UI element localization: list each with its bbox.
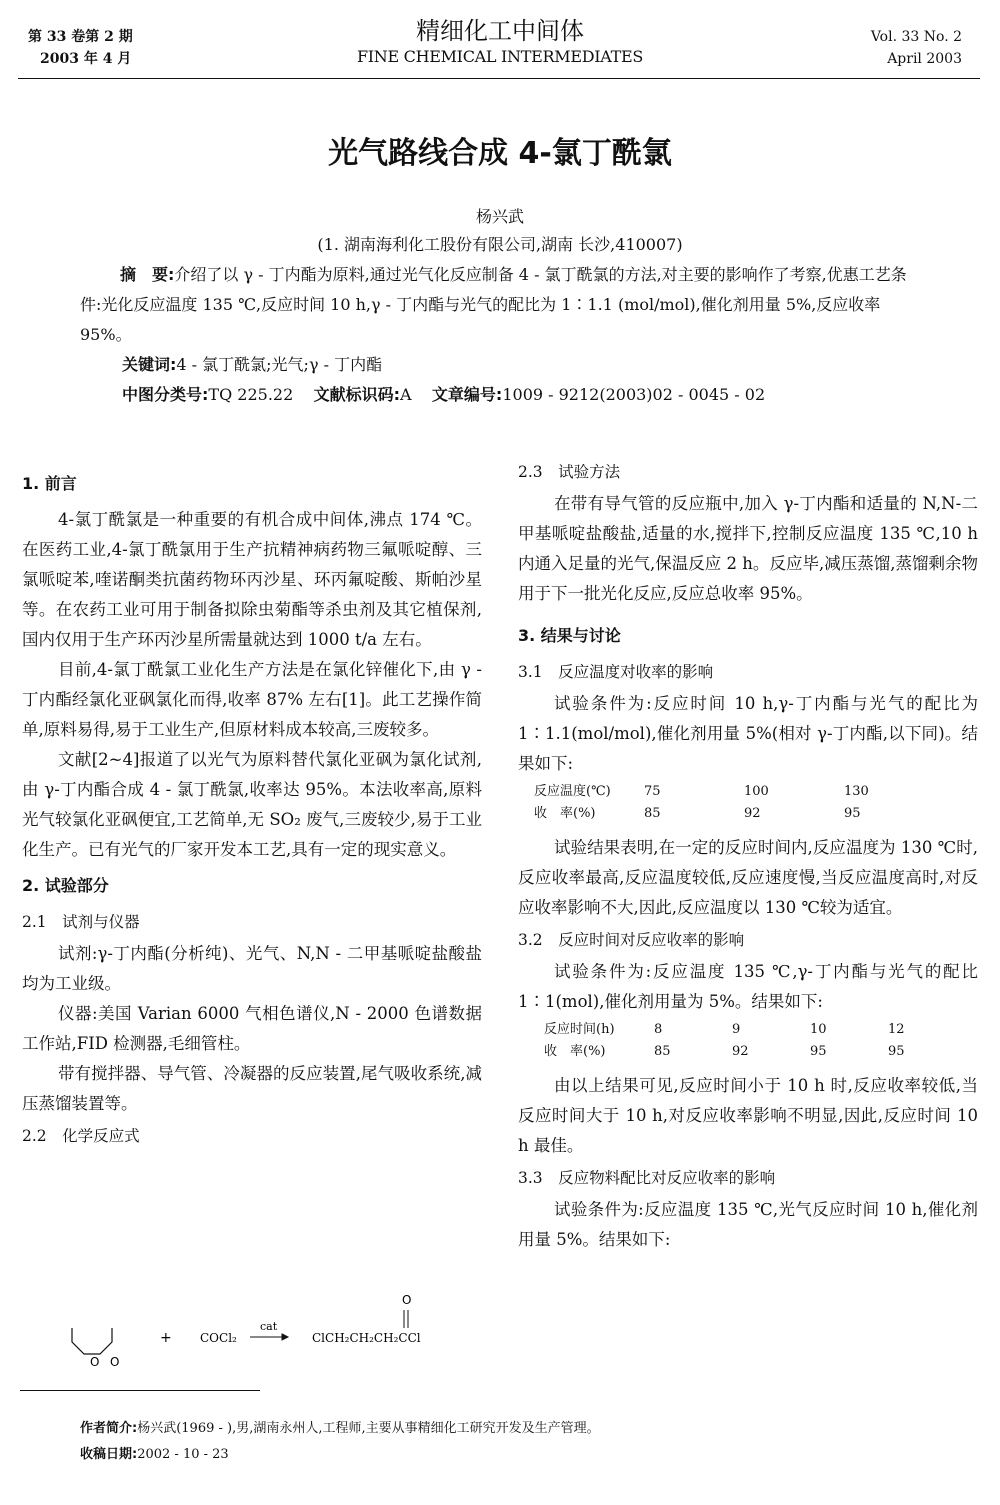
section-3-3-title: 3.3 反应物料配比对反应收率的影响 <box>518 1169 776 1187</box>
abstract-text: 介绍了以 γ - 丁内酯为原料,通过光气化反应制备 4 - 氯丁酰氯的方法,对主要的影响作了考察,优惠工艺条件:光化反应温度 135 ℃,反应时间 10 h,γ - 丁内酯与光气的配比为 1∶1.1 (mol/mol),催化剂用量 5%,反应收率 95%。 <box>80 265 907 344</box>
table-cell: 95 <box>844 806 861 821</box>
table-cell: 9 <box>732 1022 741 1037</box>
plus-sign: + <box>160 1330 172 1346</box>
table-cell: 75 <box>644 784 661 799</box>
product-carbonyl-bond <box>404 1310 408 1328</box>
intro-paragraph-3: 文献[2~4]报道了以光气为原料替代氯化亚砜为氯化试剂,由 γ-丁内酯合成 4 - 氯丁酰氯,收率达 95%。本法收率高,原料光气较氯化亚砜便宜,工艺简单,无 SO₂ 废气,三废较少,易于工业化生产。已有光气的厂家开发本工艺,具有一定的现实意义。 <box>22 750 482 859</box>
table-row <box>534 803 944 825</box>
temperature-conditions: 试验条件为:反应时间 10 h,γ-丁内酯与光气的配比为 1∶1.1(mol/mol),催化剂用量 5%(相对 γ-丁内酯,以下同)。结果如下: <box>518 694 978 773</box>
section-2-3-title: 2.3 试验方法 <box>518 463 621 481</box>
author-bio <box>80 1416 600 1442</box>
section-3-title: 3. 结果与讨论 <box>518 626 621 645</box>
footnote <box>80 1416 600 1468</box>
product-formula: ClCH₂CH₂CH₂CCl <box>312 1331 421 1345</box>
reaction-scheme <box>60 1290 460 1370</box>
article-title: 光气路线合成 4-氯丁酰氯 <box>328 136 672 171</box>
table-row <box>534 781 944 803</box>
table-row <box>544 1041 948 1063</box>
right-column <box>518 455 978 1255</box>
table-cell: 85 <box>644 806 661 821</box>
section-2-2-title: 2.2 化学反应式 <box>22 1127 140 1145</box>
keywords <box>80 350 920 380</box>
author-bio-text: 杨兴武(1969 - ),男,湖南永州人,工程师,主要从事精细化工研究开发及生产管理。 <box>137 1421 600 1436</box>
article-number-value: 1009 - 9212(2003)02 - 0045 - 02 <box>502 385 766 404</box>
section-2-1-title: 2.1 试剂与仪器 <box>22 913 140 931</box>
table-cell: 8 <box>654 1022 663 1037</box>
journal-name-en: FINE CHEMICAL INTERMEDIATES <box>356 47 644 66</box>
received-date <box>80 1442 600 1468</box>
table-cell: 100 <box>744 784 769 799</box>
time-conditions: 试验条件为:反应温度 135 ℃,γ-丁内酯与光气的配比 1∶1(mol),催化剂用量为 5%。结果如下: <box>518 962 978 1011</box>
intro-paragraph-1: 4-氯丁酰氯是一种重要的有机合成中间体,沸点 174 ℃。在医药工业,4-氯丁酰氯用于生产抗精神病药物三氟哌啶醇、三氯哌啶苯,喹诺酮类抗菌药物环丙沙星、环丙氟啶酸、斯帕沙星等。在农药工业可用于制备拟除虫菊酯等杀虫剂及其它植保剂,国内仅用于生产环丙沙星所需量就达到 1000 t/a 左右。 <box>22 510 482 649</box>
table-cell: 130 <box>844 784 869 799</box>
abstract-block <box>80 260 920 410</box>
table-cell: 92 <box>744 806 761 821</box>
clc-value: TQ 225.22 <box>208 385 294 404</box>
product-top-oxygen: O <box>402 1293 412 1307</box>
yield-label: 收 率(%) <box>534 806 596 821</box>
phosgene-formula: COCl₂ <box>200 1331 237 1345</box>
issue-info-en <box>871 26 962 70</box>
journal-name <box>320 16 680 68</box>
clc-label: 中图分类号: <box>122 385 209 404</box>
left-column <box>22 455 482 1153</box>
time-discussion: 由以上结果可见,反应时间小于 10 h 时,反应收率较低,当反应时间大于 10 h,对反应收率影响不明显,因此,反应时间 10 h 最佳。 <box>518 1076 978 1155</box>
temperature-yield-table <box>534 781 944 825</box>
issue-volume-en: Vol. 33 No. 2 <box>870 29 962 45</box>
section-3-1-title: 3.1 反应温度对收率的影响 <box>518 663 714 681</box>
section-3-2-title: 3.2 反应时间对反应收率的影响 <box>518 931 745 949</box>
apparatus-paragraph: 带有搅拌器、导气管、冷凝器的反应装置,尾气吸收系统,减压蒸馏装置等。 <box>22 1064 482 1113</box>
time-label: 反应时间(h) <box>544 1022 615 1037</box>
table-cell: 10 <box>810 1022 827 1037</box>
lactone-ring-oxygen: O <box>90 1355 100 1369</box>
classification-line <box>80 380 920 410</box>
lactone-carbonyl-oxygen: O <box>110 1355 120 1369</box>
issue-date-en: April 2003 <box>887 51 962 67</box>
received-date-value: 2002 - 10 - 23 <box>137 1447 229 1462</box>
article-author: 杨兴武 <box>475 207 524 226</box>
keywords-text: 4 - 氯丁酰氯;光气;γ - 丁内酯 <box>176 355 383 374</box>
reaction-arrow <box>250 1334 288 1340</box>
keywords-label: 关键词: <box>122 355 177 374</box>
lactone-structure <box>72 1328 112 1354</box>
catalyst-label: cat <box>260 1320 278 1333</box>
table-cell: 95 <box>810 1044 827 1059</box>
header-rule <box>18 78 980 79</box>
table-cell: 92 <box>732 1044 749 1059</box>
method-paragraph: 在带有导气管的反应瓶中,加入 γ-丁内酯和适量的 N,N-二甲基哌啶盐酸盐,适量的水,搅拌下,控制反应温度 135 ℃,10 h 内通入足量的光气,保温反应 2 h。反应毕,减压蒸馏,蒸馏剩余物用于下一批光化反应,反应总收率 95%。 <box>518 494 978 603</box>
intro-paragraph-2: 目前,4-氯丁酰氯工业化生产方法是在氯化锌催化下,由 γ - 丁内酯经氯化亚砜氯化而得,收率 87% 左右[1]。此工艺操作简单,原料易得,易于工业生产,但原材料成本较高,三废较多。 <box>22 660 482 739</box>
section-2-title: 2. 试验部分 <box>22 876 109 895</box>
temperature-discussion: 试验结果表明,在一定的反应时间内,反应温度为 130 ℃时,反应收率最高,反应温度较低,反应速度慢,当反应温度高时,对反应收率影响不大,因此,反应温度以 130 ℃较为适宜。 <box>518 838 978 917</box>
table-row <box>544 1019 948 1041</box>
issue-info <box>28 26 133 70</box>
issue-volume: 第 33 卷第 2 期 <box>28 29 133 45</box>
abstract <box>80 260 920 350</box>
footnote-rule <box>20 1390 260 1391</box>
reagents-paragraph: 试剂:γ-丁内酯(分析纯)、光气、N,N - 二甲基哌啶盐酸盐均为工业级。 <box>22 944 482 993</box>
doc-code-value: A <box>400 385 412 404</box>
section-1-title: 1. 前言 <box>22 474 77 493</box>
issue-date: 2003 年 4 月 <box>40 51 132 67</box>
table-cell: 12 <box>888 1022 905 1037</box>
table-cell: 95 <box>888 1044 905 1059</box>
table-cell: 85 <box>654 1044 671 1059</box>
yield-label: 收 率(%) <box>544 1044 606 1059</box>
time-yield-table <box>544 1019 948 1063</box>
ratio-conditions: 试验条件为:反应温度 135 ℃,光气反应时间 10 h,催化剂用量 5%。结果如下: <box>518 1200 978 1249</box>
article-number-label: 文章编号: <box>431 385 503 404</box>
instruments-paragraph: 仪器:美国 Varian 6000 气相色谱仪,N - 2000 色谱数据工作站,FID 检测器,毛细管柱。 <box>22 1004 482 1053</box>
author-affiliation: (1. 湖南海利化工股份有限公司,湖南 长沙,410007) <box>317 235 683 254</box>
temperature-label: 反应温度(℃) <box>534 784 611 799</box>
abstract-label: 摘 要: <box>120 265 175 284</box>
journal-name-cn: 精细化工中间体 <box>416 17 584 45</box>
received-date-label: 收稿日期: <box>80 1447 138 1462</box>
doc-code-label: 文献标识码: <box>313 385 401 404</box>
author-bio-label: 作者简介: <box>80 1421 138 1436</box>
